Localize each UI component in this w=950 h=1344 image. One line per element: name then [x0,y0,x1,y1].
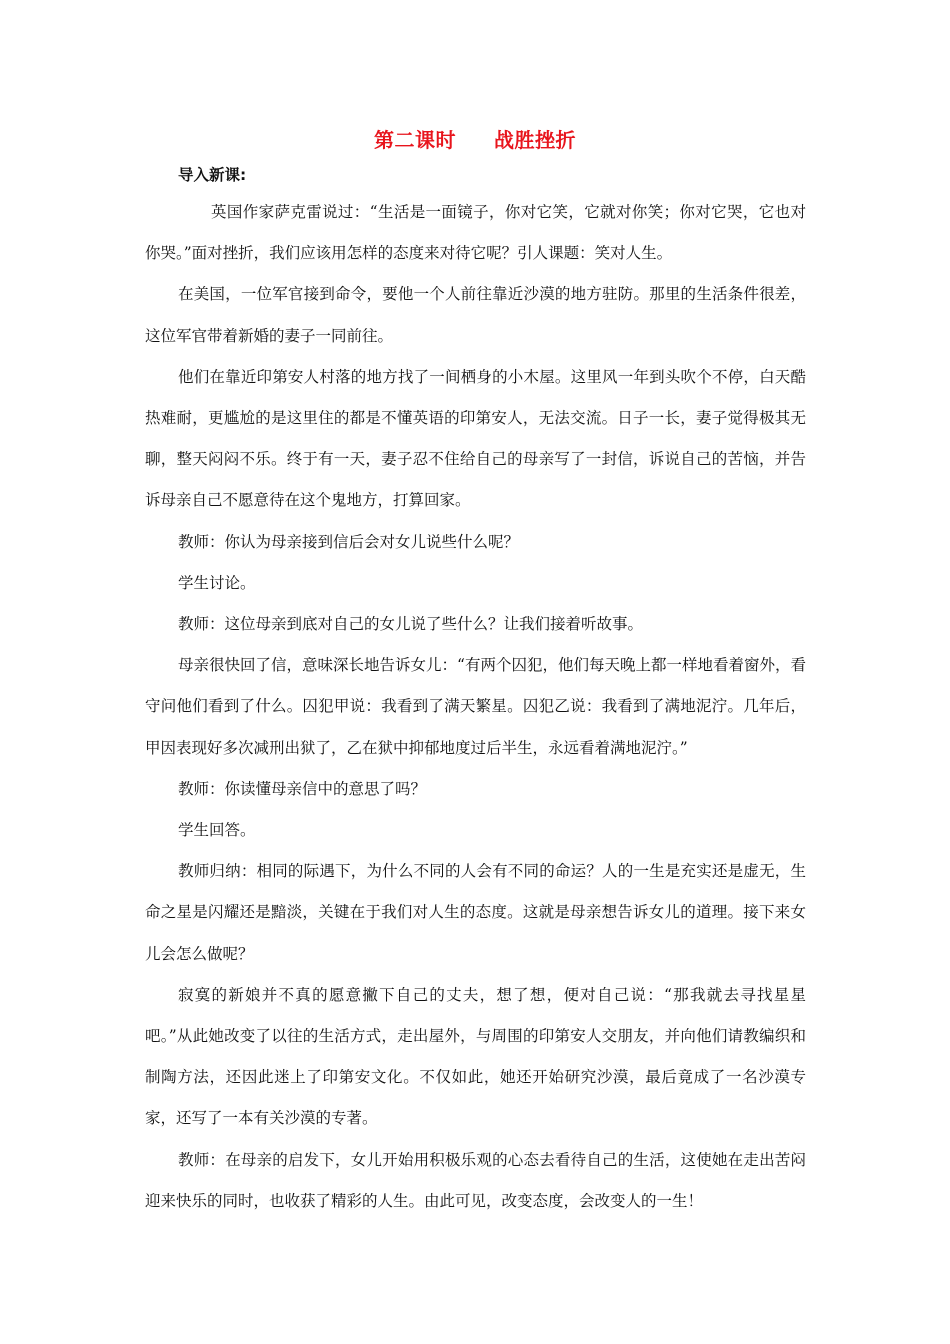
paragraph-story-start: 在美国，一位军官接到命令，要他一个人前往靠近沙漠的地方驻防。那里的生活条件很差，这位军官带着新婚的妻子一同前往。 [145,285,806,345]
lesson-title [0,124,950,153]
paragraph-teacher-continue: 教师：这位母亲到底对自己的女儿说了些什么？让我们接着听故事。 [178,615,644,634]
lesson-topic: 战胜挫折 [494,128,576,152]
paragraph-bride-change: 寂寞的新娘并不真的愿意撇下自己的丈夫，想了想，便对自己说：“那我就去寻找星星吧。”从此她改变了以往的生活方式，走出屋外，与周围的印第安人交朋友，并向他们请教编织和制陶方法，还因此迷上了印第安文化。不仅如此，她还开始研究沙漠，最后竟成了一名沙漠专家，还写了一本有关沙漠的专著。 [145,985,806,1128]
body-text [145,192,806,1222]
paragraph-teacher-question: 教师：你认为母亲接到信后会对女儿说些什么呢？ [178,532,520,551]
section-heading: 导入新课: [178,166,247,184]
paragraph-teacher-ask: 教师：你读懂母亲信中的意思了吗？ [178,779,427,798]
paragraph-teacher-conclusion: 教师：在母亲的启发下，女儿开始用积极乐观的心态去看待自己的生活，这使她在走出苦闷迎来快乐的同时，也收获了精彩的人生。由此可见，改变态度，会改变人的一生！ [145,1150,806,1210]
paragraph-student-answer: 学生回答。 [178,821,256,840]
lesson-number: 第二课时 [374,128,456,152]
paragraph-student-discussion: 学生讨论。 [178,573,256,592]
paragraph-teacher-summary: 教师归纳：相同的际遇下，为什么不同的人会有不同的命运？人的一生是充实还是虚无，生命之星是闪耀还是黯淡，关键在于我们对人生的态度。这就是母亲想告诉女儿的道理。接下来女儿会怎么做呢？ [145,862,806,963]
paragraph-quote-intro: 英国作家萨克雷说过：“生活是一面镜子，你对它笑，它就对你笑；你对它哭，它也对你哭。”面对挫折，我们应该用怎样的态度来对待它呢？引人课题：笑对人生。 [145,203,806,263]
paragraph-mother-letter: 母亲很快回了信，意味深长地告诉女儿：“有两个囚犯，他们每天晚上都一样地看着窗外，看守问他们看到了什么。囚犯甲说：我看到了满天繁星。囚犯乙说：我看到了满地泥泞。几年后，甲因表现好多次减刑出狱了，乙在狱中抑郁地度过后半生，永远看着满地泥泞。” [145,656,806,757]
paragraph-story-hut: 他们在靠近印第安人村落的地方找了一间栖身的小木屋。这里风一年到头吹个不停，白天酷热难耐，更尴尬的是这里住的都是不懂英语的印第安人，无法交流。日子一长，妻子觉得极其无聊，整天闷闷不乐。终于有一天，妻子忍不住给自己的母亲写了一封信，诉说自己的苦恼，并告诉母亲自己不愿意待在这个鬼地方，打算回家。 [145,367,806,510]
